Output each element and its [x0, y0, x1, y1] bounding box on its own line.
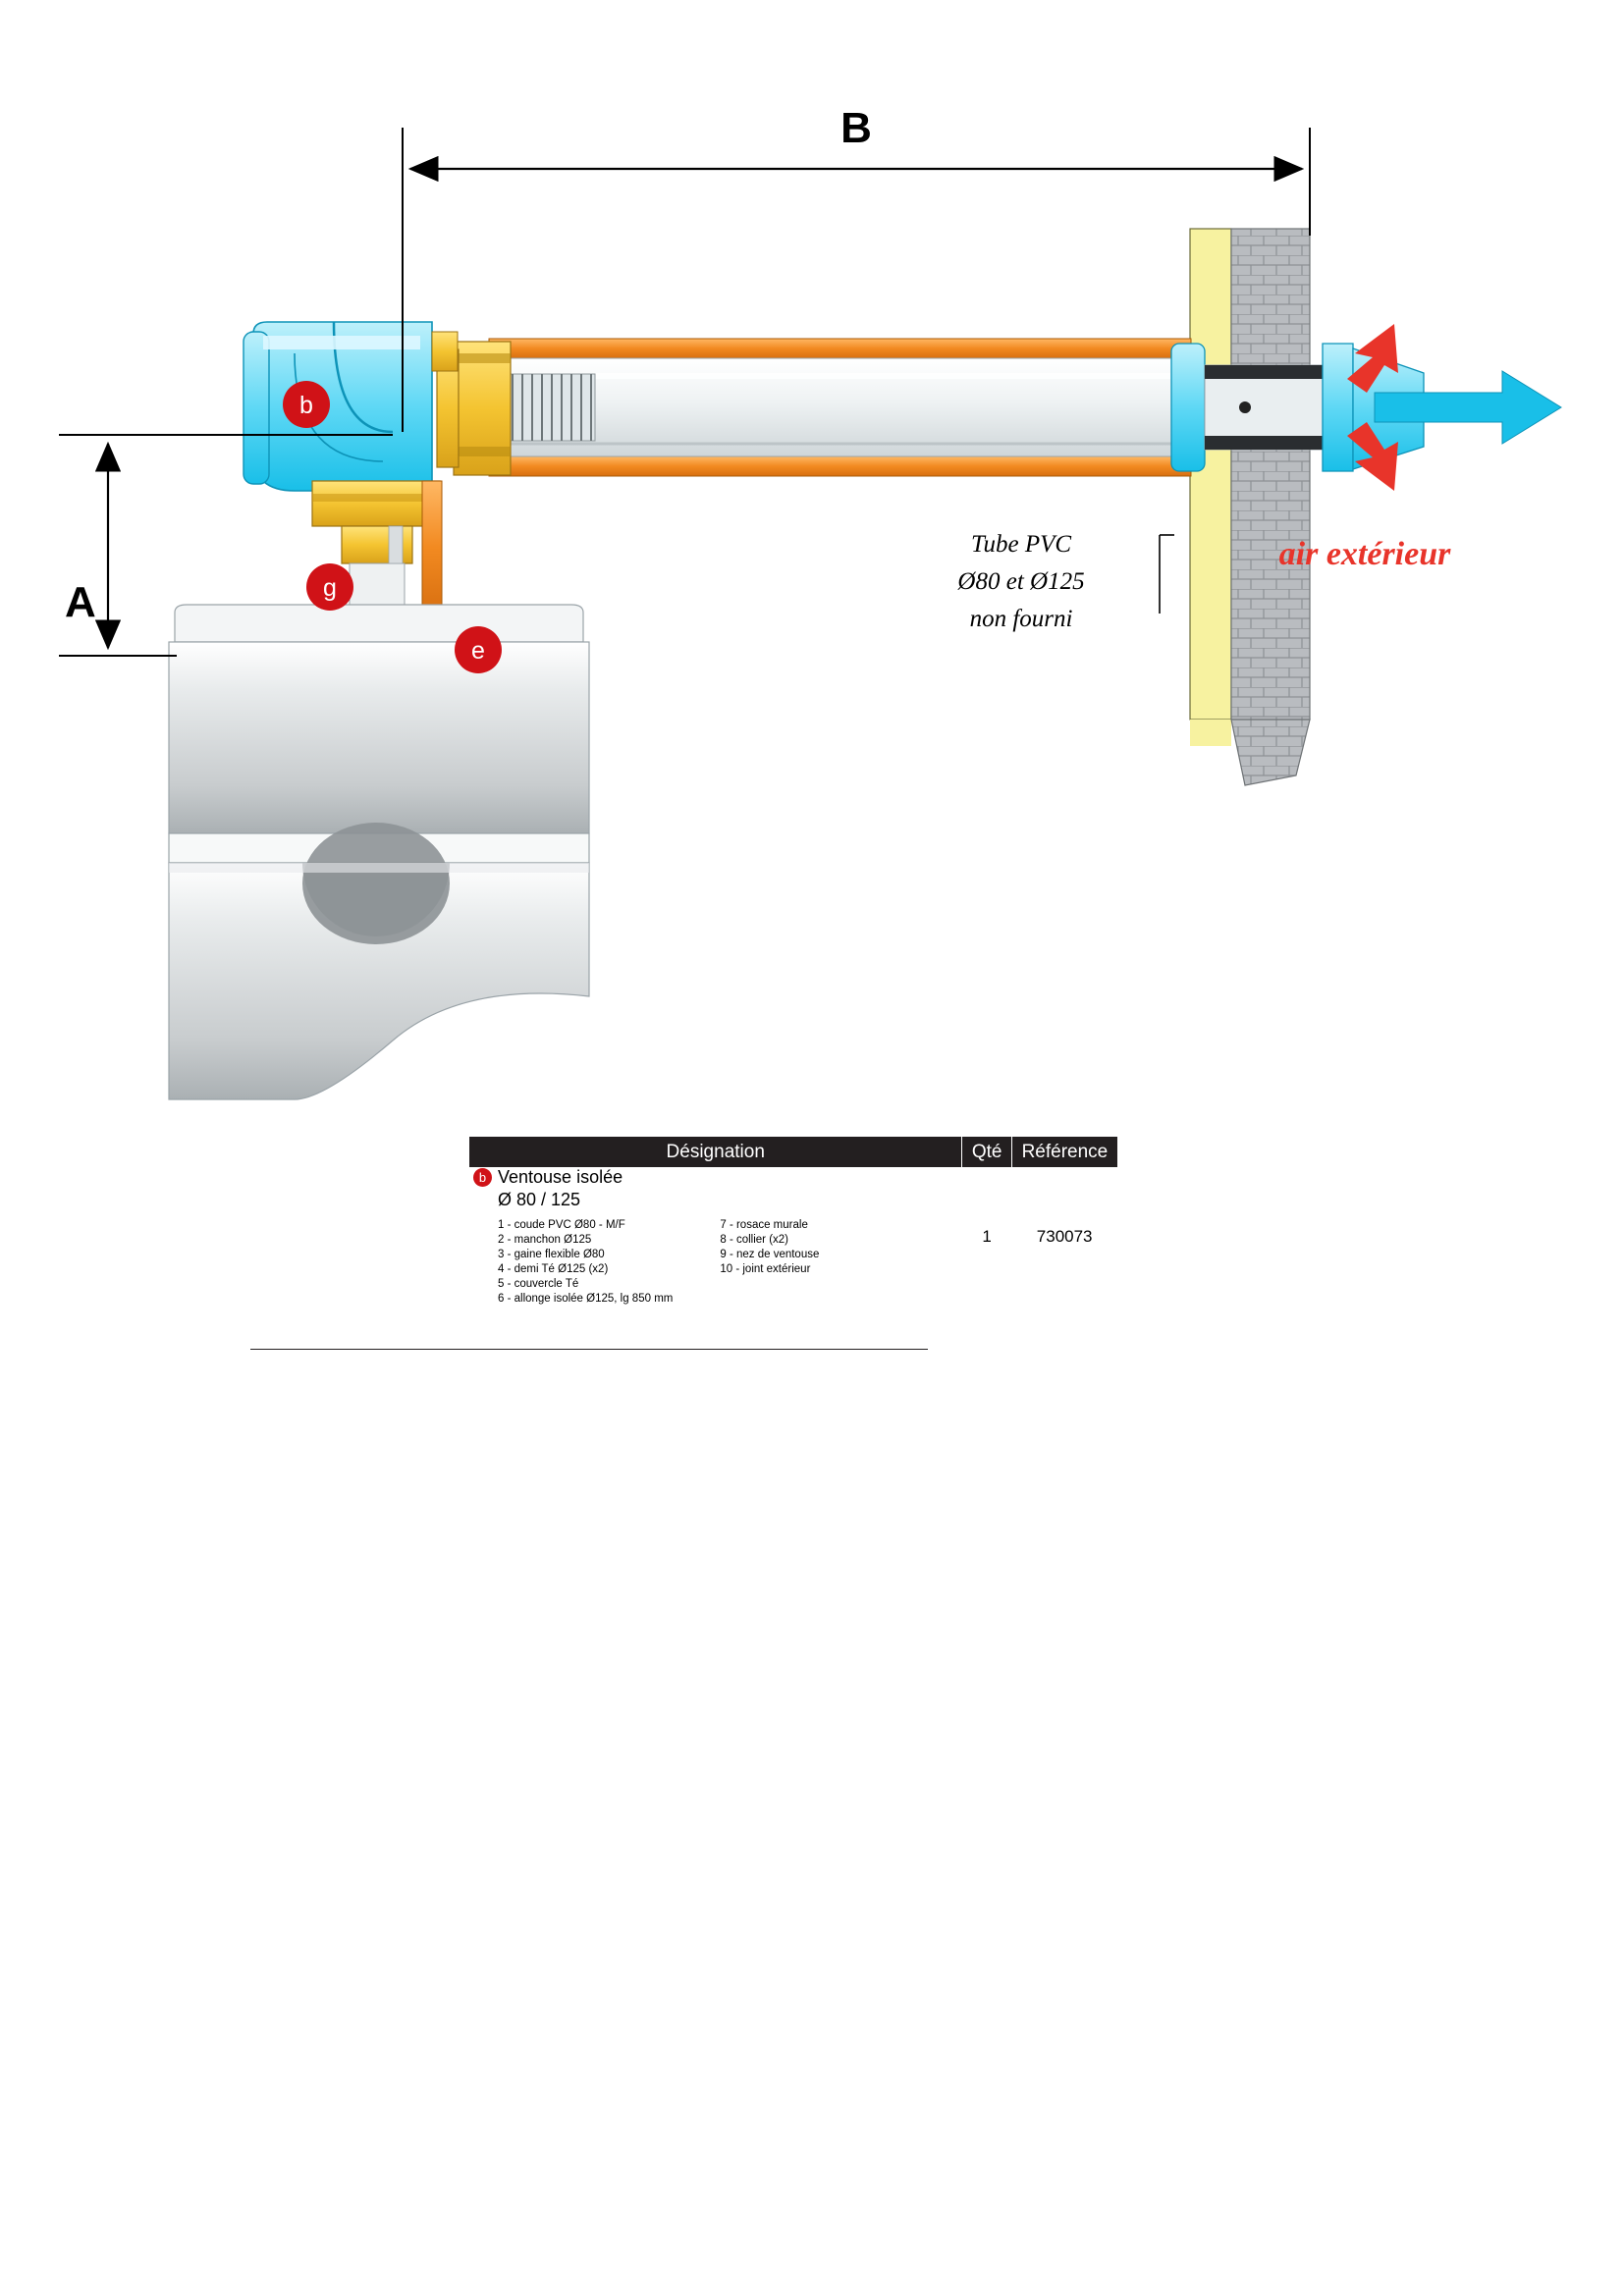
list-item: 4 - demi Té Ø125 (x2)	[498, 1263, 609, 1275]
table-row	[469, 1167, 1117, 1307]
pvc-note-line-2: Ø80 et Ø125	[957, 568, 1085, 595]
list-item: 2 - manchon Ø125	[498, 1234, 592, 1246]
list-item: 7 - rosace murale	[720, 1219, 808, 1231]
air-exterieur-label: air extérieur	[1278, 536, 1451, 572]
parts-sublist-right	[720, 1218, 819, 1307]
cell-designation	[469, 1167, 962, 1307]
list-item: 8 - collier (x2)	[720, 1234, 789, 1246]
header-reference: Référence	[1011, 1137, 1117, 1167]
designation-title-line	[473, 1167, 962, 1188]
cell-qty: 1	[982, 1227, 992, 1246]
parts-sublists	[498, 1218, 962, 1307]
flexible-duct	[507, 374, 595, 441]
appliance-body	[169, 605, 589, 1099]
list-item: 6 - allonge isolée Ø125, lg 850 mm	[498, 1293, 674, 1305]
callout-e-label: e	[471, 637, 485, 665]
header-designation: Désignation	[469, 1137, 962, 1167]
pvc-note-line-3: non fourni	[969, 606, 1073, 632]
callout-g-label: g	[323, 574, 337, 602]
parts-list-left	[498, 1218, 673, 1307]
tee-elbow-assembly	[244, 322, 458, 491]
header-qty: Qté	[962, 1137, 1011, 1167]
wall-section	[1190, 229, 1310, 785]
pvc-note-line-1: Tube PVC	[970, 531, 1072, 558]
product-subtitle: Ø 80 / 125	[498, 1190, 581, 1209]
parts-table-header-row	[469, 1137, 1117, 1167]
row-badge-icon: b	[473, 1168, 492, 1187]
list-item: 10 - joint extérieur	[720, 1263, 811, 1275]
parts-table	[469, 1137, 1117, 1307]
dimension-b-label: B	[840, 104, 872, 152]
parts-sublist-left	[498, 1218, 673, 1307]
table-bottom-rule	[250, 1349, 928, 1350]
parts-list-right	[720, 1218, 819, 1277]
callout-e	[455, 626, 502, 673]
list-item: 5 - couvercle Té	[498, 1278, 579, 1290]
product-title: Ventouse isolée	[498, 1167, 623, 1187]
dimension-a-label: A	[65, 578, 96, 626]
parts-table-block	[469, 1137, 1117, 1307]
horizontal-duct-assembly	[489, 339, 1191, 476]
cell-reference: 730073	[1036, 1227, 1093, 1246]
callout-g	[306, 563, 353, 611]
callout-b	[283, 381, 330, 428]
list-item: 3 - gaine flexible Ø80	[498, 1249, 605, 1260]
list-item: 9 - nez de ventouse	[720, 1249, 820, 1260]
callout-b-label: b	[299, 392, 313, 419]
pvc-note	[956, 531, 1174, 632]
list-item: 1 - coude PVC Ø80 - M/F	[498, 1219, 625, 1231]
